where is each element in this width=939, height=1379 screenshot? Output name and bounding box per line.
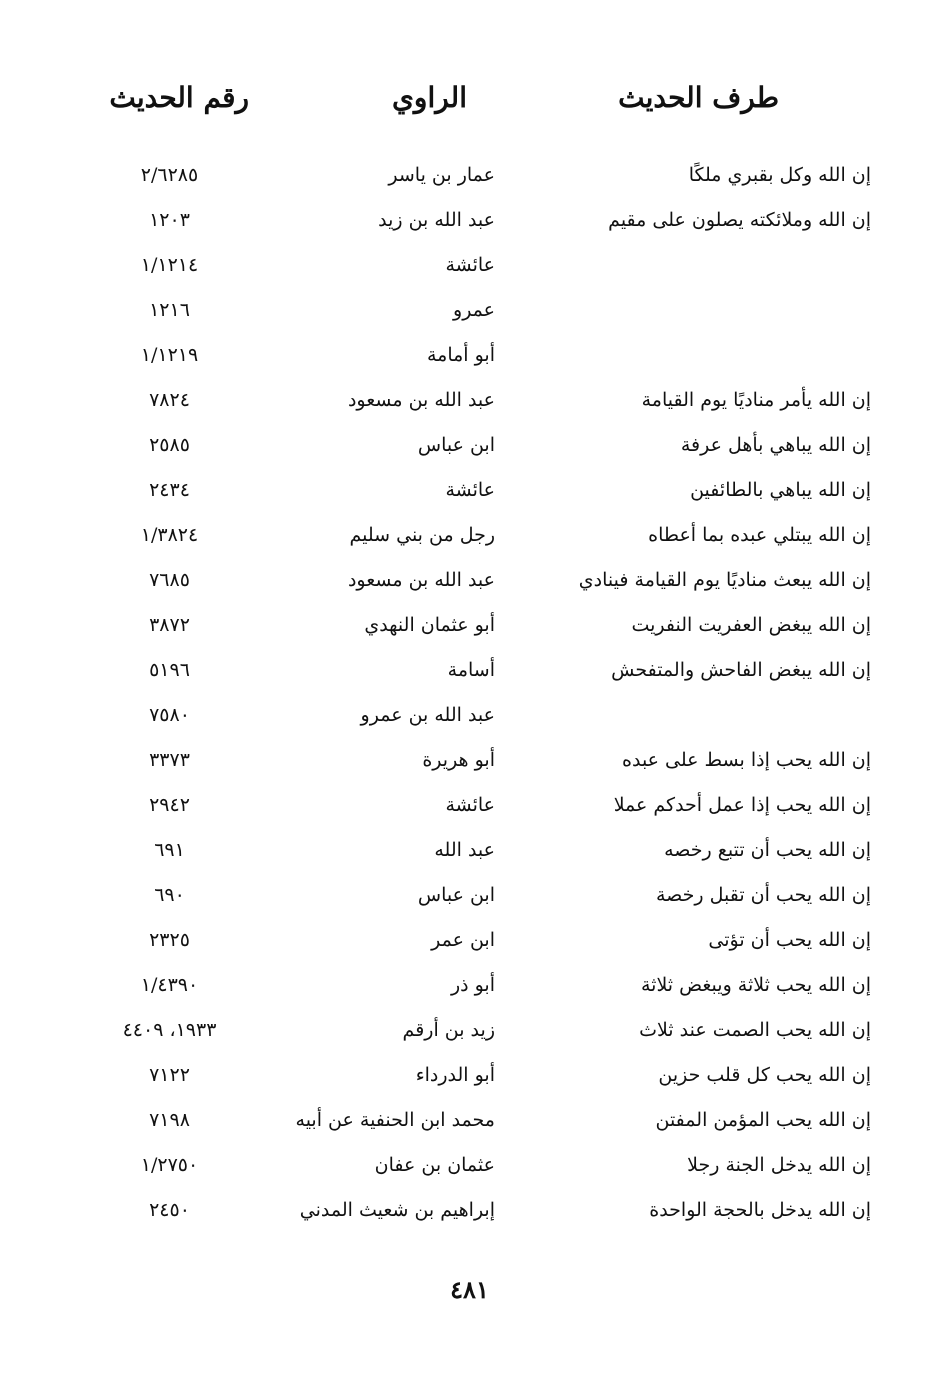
hadith-text: إن الله يبغض العفريت النفريت [631, 614, 871, 636]
narrator-name: رجل من بني سليم [349, 524, 495, 546]
table-row [0, 830, 939, 875]
table-row [0, 1145, 939, 1190]
hadith-text: إن الله وكل بقبري ملكًا [688, 164, 871, 186]
hadith-text: إن الله يباهي بأهل عرفة [680, 434, 871, 456]
hadith-number: ٢٤٥٠ [149, 1199, 190, 1221]
table-row [0, 425, 939, 470]
table-row [0, 380, 939, 425]
narrator-name: زيد بن أرقم [402, 1019, 495, 1041]
table-row [0, 605, 939, 650]
page-number: ٤٨١ [450, 1275, 489, 1304]
narrator-name: عمار بن ياسر [388, 164, 495, 186]
narrator-name: أبو ذر [450, 974, 495, 996]
hadith-number: ١/١٢١٩ [140, 344, 199, 366]
table-row [0, 740, 939, 785]
table-row [0, 695, 939, 740]
table-row [0, 515, 939, 560]
table-row [0, 1055, 939, 1100]
hadith-text: إن الله وملائكته يصلون على مقيم [608, 209, 871, 231]
hadith-number: ٧٨٢٤ [149, 389, 190, 411]
table-row [0, 1100, 939, 1145]
hadith-number: ١٩٣٣، ٤٤٠٩ [122, 1019, 217, 1041]
hadith-number: ٣٨٧٢ [149, 614, 190, 636]
table-row [0, 920, 939, 965]
narrator-name: عبد الله بن مسعود [347, 569, 495, 591]
table-row [0, 650, 939, 695]
hadith-text: إن الله يبغض الفاحش والمتفحش [611, 659, 871, 681]
hadith-number: ٧١٩٨ [149, 1109, 190, 1131]
hadith-index-table [0, 155, 939, 1235]
narrator-name: أبو هريرة [422, 749, 495, 771]
table-row [0, 875, 939, 920]
table-row [0, 245, 939, 290]
table-row [0, 965, 939, 1010]
hadith-number: ٢٥٨٥ [149, 434, 190, 456]
hadith-text: إن الله يأمر مناديًا يوم القيامة [641, 389, 871, 411]
table-row [0, 560, 939, 605]
narrator-name: عثمان بن عفان [374, 1154, 495, 1176]
narrator-name: أسامة [447, 659, 495, 681]
narrator-name: عائشة [445, 794, 495, 816]
narrator-name: عبد الله بن زيد [378, 209, 495, 231]
hadith-text: إن الله يحب ثلاثة ويبغض ثلاثة [640, 974, 871, 996]
narrator-name: ابن عباس [417, 434, 495, 456]
table-row [0, 335, 939, 380]
header-hadith-number: رقم الحديث [109, 81, 249, 114]
narrator-name: عبد الله بن عمرو [360, 704, 495, 726]
narrator-name: عائشة [445, 254, 495, 276]
header-narrator: الراوي [392, 81, 467, 114]
table-row [0, 1010, 939, 1055]
hadith-text: إن الله يبعث مناديًا يوم القيامة فينادي [578, 569, 871, 591]
narrator-name: أبو الدرداء [415, 1064, 495, 1086]
table-row [0, 1190, 939, 1235]
hadith-number: ٥١٩٦ [149, 659, 190, 681]
hadith-number: ٢٤٣٤ [149, 479, 190, 501]
hadith-text: إن الله يدخل بالحجة الواحدة [649, 1199, 871, 1221]
hadith-number: ١٢١٦ [149, 299, 190, 321]
hadith-number: ٣٣٧٣ [149, 749, 190, 771]
hadith-number: ٧٦٨٥ [149, 569, 190, 591]
hadith-number: ١/٢٧٥٠ [140, 1154, 199, 1176]
hadith-text: إن الله يحب أن تؤتى [708, 929, 871, 951]
narrator-name: عبد الله بن مسعود [347, 389, 495, 411]
hadith-number: ١٢٠٣ [149, 209, 190, 231]
hadith-text: إن الله يحب أن تتبع رخصه [664, 839, 871, 861]
narrator-name: أبو أمامة [426, 344, 495, 366]
hadith-text: إن الله يحب الصمت عند ثلاث [639, 1019, 871, 1041]
narrator-name: أبو عثمان النهدي [364, 614, 495, 636]
narrator-name: محمد ابن الحنفية عن أبيه [295, 1109, 495, 1131]
narrator-name: عبد الله [434, 839, 495, 861]
hadith-number: ١/٣٨٢٤ [140, 524, 199, 546]
header-hadith: طرف الحديث [618, 81, 779, 114]
hadith-text: إن الله يحب إذا بسط على عبده [622, 749, 871, 771]
hadith-number: ٢٣٢٥ [149, 929, 190, 951]
hadith-number: ٧١٢٢ [149, 1064, 190, 1086]
hadith-text: إن الله يحب إذا عمل أحدكم عملا [613, 794, 871, 816]
narrator-name: عائشة [445, 479, 495, 501]
hadith-text: إن الله يحب كل قلب حزين [658, 1064, 871, 1086]
narrator-name: إبراهيم بن شعيث المدني [299, 1199, 495, 1221]
narrator-name: ابن عباس [417, 884, 495, 906]
table-row [0, 200, 939, 245]
table-row [0, 785, 939, 830]
hadith-number: ١/٤٣٩٠ [140, 974, 199, 996]
hadith-text: إن الله يحب المؤمن المفتن [655, 1109, 871, 1131]
table-row [0, 470, 939, 515]
hadith-number: ٦٩١ [154, 839, 185, 861]
table-row [0, 155, 939, 200]
hadith-text: إن الله يبتلي عبده بما أعطاه [648, 524, 871, 546]
hadith-text: إن الله يدخل الجنة رجلا [687, 1154, 871, 1176]
hadith-number: ٦٩٠ [154, 884, 185, 906]
hadith-number: ٢/٦٢٨٥ [140, 164, 199, 186]
hadith-number: ٧٥٨٠ [149, 704, 190, 726]
hadith-number: ٢٩٤٢ [149, 794, 190, 816]
narrator-name: عمرو [453, 299, 495, 321]
hadith-text: إن الله يباهي بالطائفين [690, 479, 871, 501]
table-row [0, 290, 939, 335]
hadith-number: ١/١٢١٤ [140, 254, 199, 276]
narrator-name: ابن عمر [431, 929, 495, 951]
hadith-text: إن الله يحب أن تقبل رخصة [655, 884, 871, 906]
